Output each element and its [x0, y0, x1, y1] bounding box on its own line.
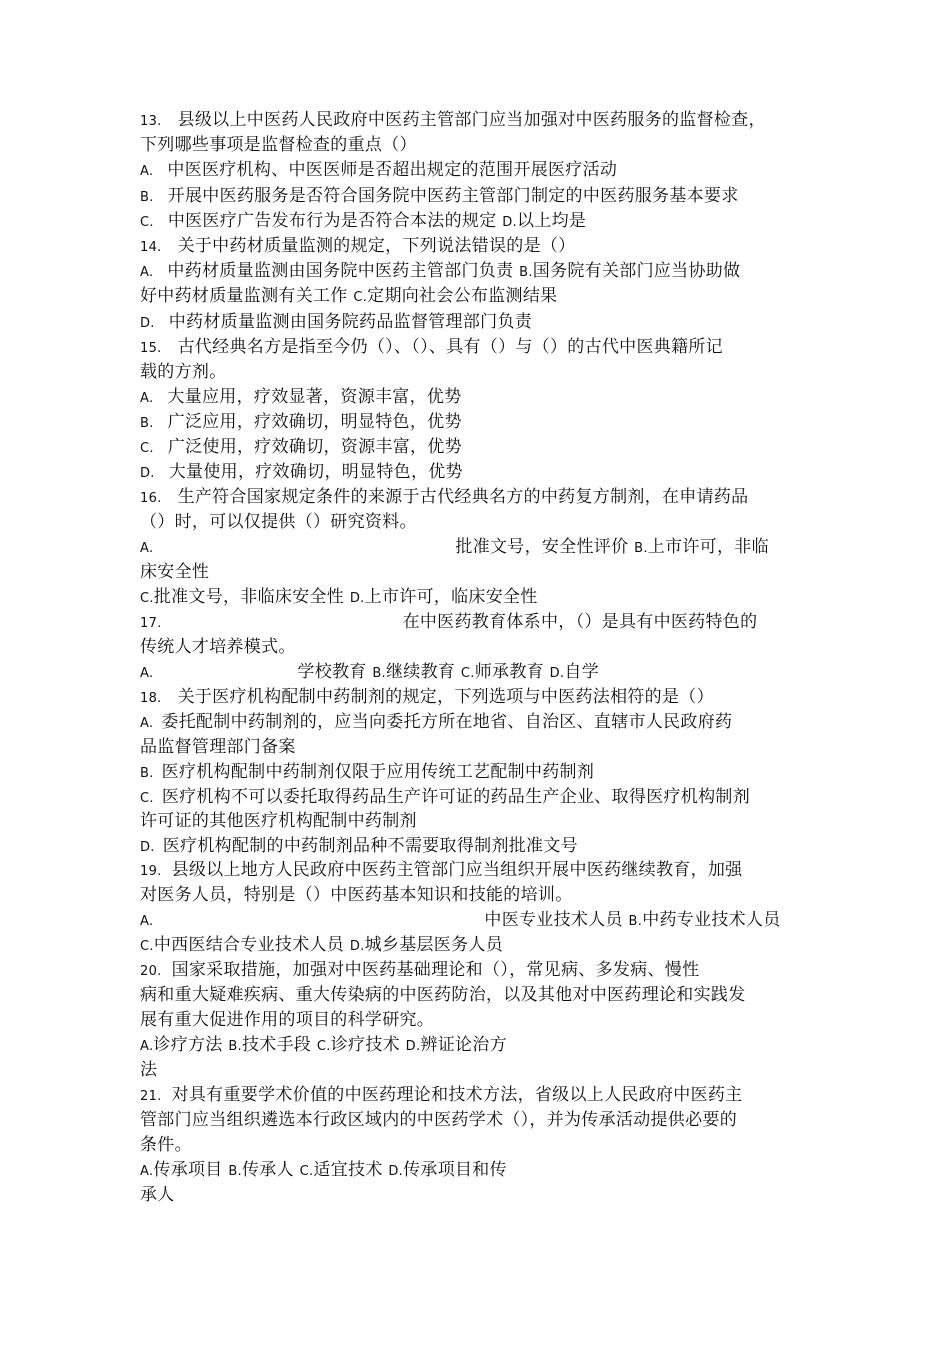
q15-option-b: B. 广泛应用，疗效确切，明显特色，优势	[140, 412, 462, 432]
q20-stem-cont-1: 病和重大疑难疾病、重大传染病的中医药防治，以及其他对中医药理论和实践发	[140, 985, 746, 1005]
q18-option-b: B. 医疗机构配制中药制剂仅限于应用传统工艺配制中药制剂	[140, 762, 595, 782]
q14-option-a-b: A. 中药材质量监测由国务院中医药主管部门负责 B.国务院有关部门应当协助做	[140, 261, 741, 281]
q17-options: A. 学校教育 B.继续教育 C.师承教育 D.自学	[140, 662, 599, 682]
q14-option-b-cont-c: 好中药材质量监测有关工作 C.定期向社会公布监测结果	[140, 286, 558, 306]
q17-stem-cont: 传统人才培养模式。	[140, 637, 296, 657]
q20-stem: 20. 国家采取措施，加强对中医药基础理论和（），常见病、多发病、慢性	[140, 960, 700, 980]
q16-stem-cont: （）时，可以仅提供（）研究资料。	[140, 512, 417, 532]
q19-option-a-b: A. 中医专业技术人员 B.中药专业技术人员	[140, 910, 781, 930]
q18-option-c: C. 医疗机构不可以委托取得药品生产许可证的药品生产企业、取得医疗机构制剂	[140, 787, 751, 807]
q19-stem: 19. 县级以上地方人民政府中医药主管部门应当组织开展中医药继续教育，加强	[140, 860, 743, 880]
q18-option-d: D. 医疗机构配制的中药制剂品种不需要取得制剂批准文号	[140, 836, 578, 856]
q17-stem: 17. 在中医药教育体系中，（）是具有中医药特色的	[140, 612, 758, 632]
q18-option-a-cont: 品监督管理部门备案	[140, 737, 296, 757]
q21-stem-cont-1: 管部门应当组织遴选本行政区域内的中医药学术（），并为传承活动提供必要的	[140, 1110, 737, 1130]
q18-stem: 18. 关于医疗机构配制中药制剂的规定，下列选项与中医药法相符的是（）	[140, 687, 714, 707]
q13-stem: 13. 县级以上中医药人民政府中医药主管部门应当加强对中医药服务的监督检查，	[140, 110, 766, 130]
q13-option-b: B. 开展中医药服务是否符合国务院中医药主管部门制定的中医药服务基本要求	[140, 186, 739, 206]
q21-stem: 21. 对具有重要学术价值的中医药理论和技术方法，省级以上人民政府中医药主	[140, 1085, 743, 1105]
q15-option-d: D. 大量使用，疗效确切，明显特色，优势	[140, 462, 463, 482]
q18-option-c-cont: 许可证的其他医疗机构配制中药制剂	[140, 811, 417, 831]
q18-option-a: A. 委托配制中药制剂的，应当向委托方所在地省、自治区、直辖市人民政府药	[140, 712, 733, 732]
q16-option-a-b: A. 批准文号，安全性评价 B.上市许可，非临	[140, 537, 769, 557]
q15-stem-cont: 载的方剂。	[140, 362, 227, 382]
q20-option-d-cont: 法	[140, 1060, 158, 1080]
q15-option-c: C. 广泛使用，疗效确切，资源丰富，优势	[140, 437, 462, 457]
q21-options: A.传承项目 B.传承人 C.适宜技术 D.传承项目和传	[140, 1160, 507, 1180]
q21-option-d-cont: 承人	[140, 1185, 175, 1205]
q16-option-b-cont: 床安全性	[140, 562, 210, 582]
q20-stem-cont-2: 展有重大促进作用的项目的科学研究。	[140, 1010, 435, 1030]
q15-option-a: A. 大量应用，疗效显著，资源丰富，优势	[140, 387, 462, 407]
q13-option-c-d: C. 中医医疗广告发布行为是否符合本法的规定 D.以上均是	[140, 211, 587, 231]
q19-stem-cont: 对医务人员，特别是（）中医药基本知识和技能的培训。	[140, 885, 573, 905]
q19-option-c-d: C.中西医结合专业技术人员 D.城乡基层医务人员	[140, 935, 503, 955]
q16-option-c-d: C.批准文号，非临床安全性 D.上市许可，临床安全性	[140, 587, 538, 607]
q13-stem-cont: 下列哪些事项是监督检查的重点（）	[140, 135, 417, 155]
q21-stem-cont-2: 条件。	[140, 1135, 192, 1155]
q20-options: A.诊疗方法 B.技术手段 C.诊疗技术 D.辨证论治方	[140, 1035, 507, 1055]
q15-stem: 15. 古代经典名方是指至今仍（）、（）、具有（）与（）的古代中医典籍所记	[140, 337, 723, 357]
q13-option-a: A. 中医医疗机构、中医医师是否超出规定的范围开展医疗活动	[140, 160, 618, 180]
q16-stem: 16. 生产符合国家规定条件的来源于古代经典名方的中药复方制剂，在申请药品	[140, 487, 749, 507]
q14-option-d: D. 中药材质量监测由国务院药品监督管理部门负责	[140, 312, 533, 332]
q14-stem: 14. 关于中药材质量监测的规定，下列说法错误的是（）	[140, 236, 576, 256]
q13-number: 13.	[140, 114, 162, 129]
